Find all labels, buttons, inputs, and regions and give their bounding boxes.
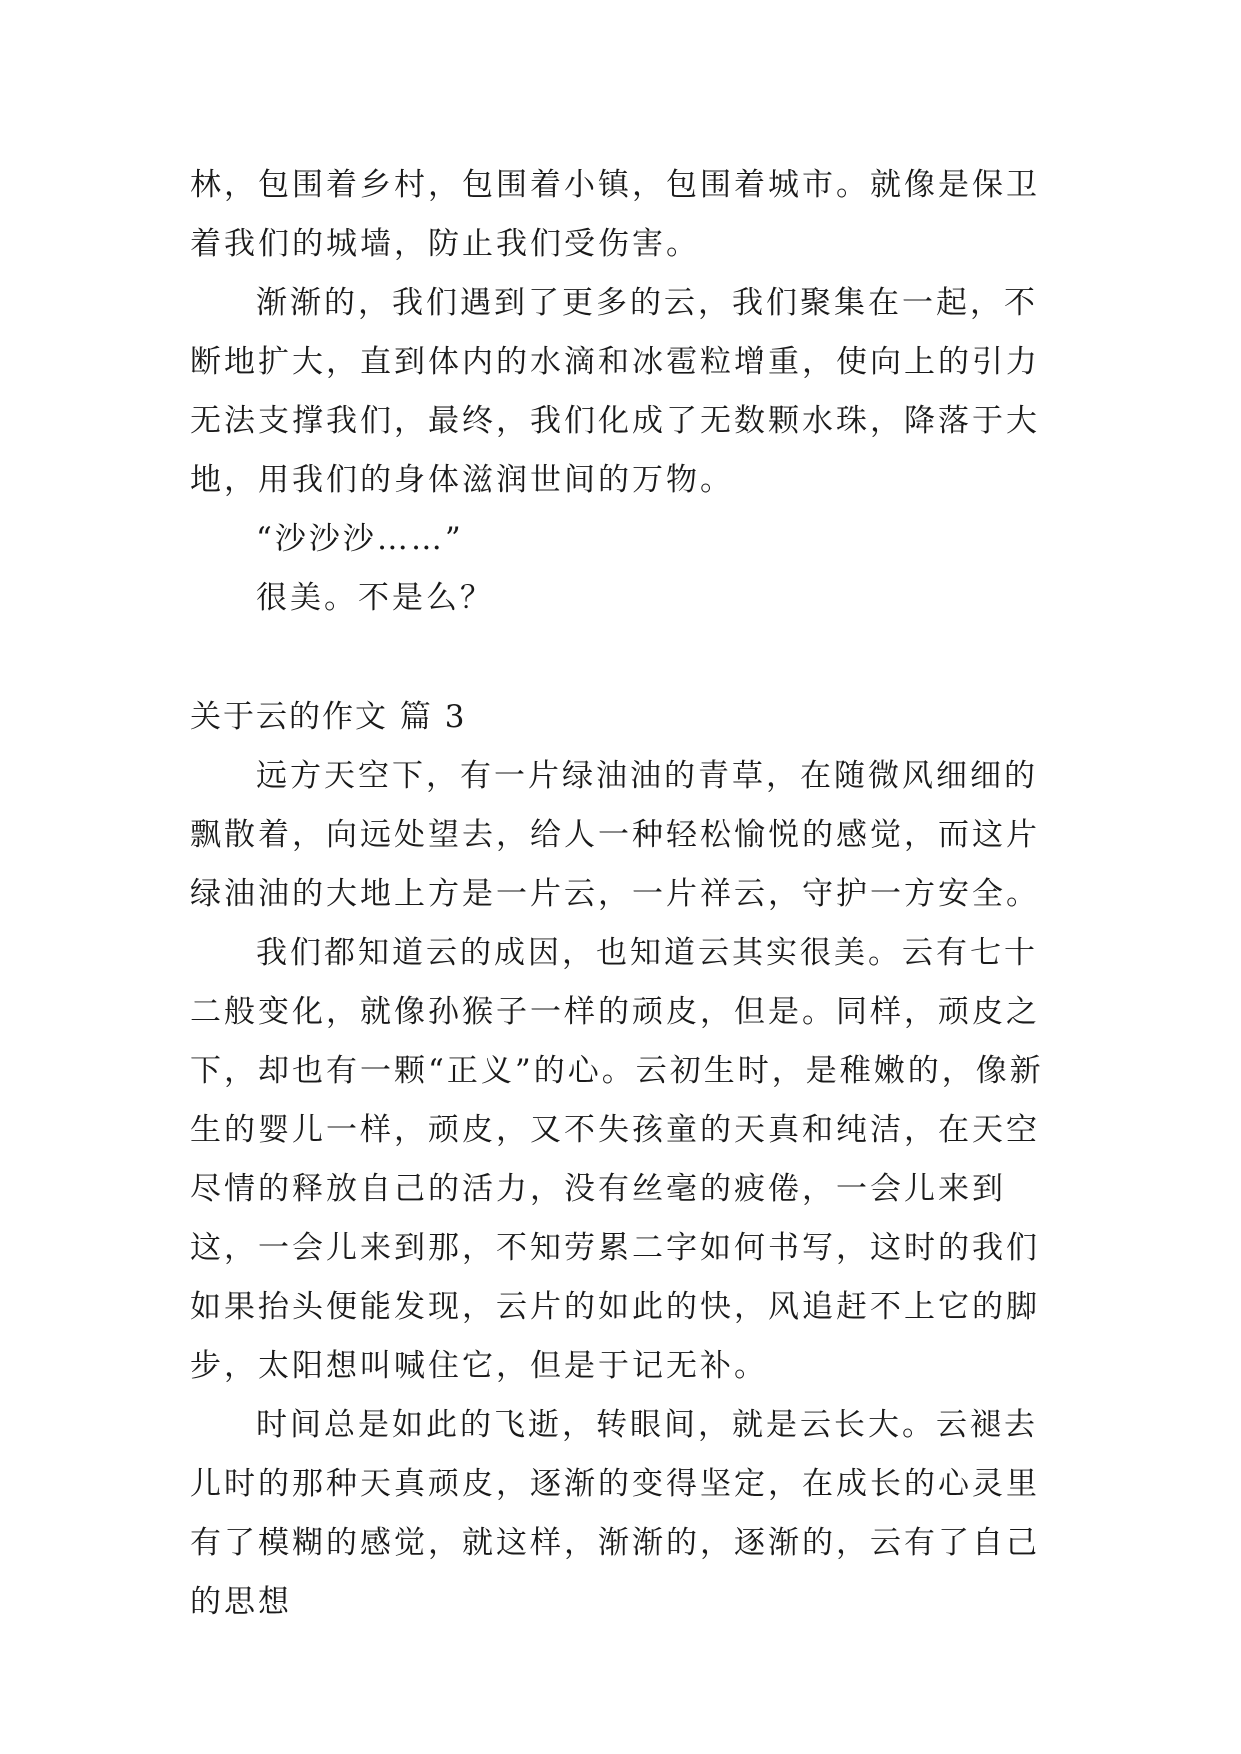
- paragraph-6: 我们都知道云的成因，也知道云其实很美。云有七十二般变化，就像孙猴子一样的顽皮，但是。同样，顽皮之下，却也有一颗“正义”的心。云初生时，是稚嫩的，像新生的婴儿一样，顽皮，又不失孩童的天真和纯洁，在天空尽情的释放自己的活力，没有丝毫的疲倦，一会儿来到这，一会儿来到那，不知劳累二字如何书写，这时的我们如果抬头便能发现，云片的如此的快，风追赶不上它的脚步，太阳想叫喊住它，但是于记无补。: [190, 935, 1044, 1384]
- paragraph-5: 远方天空下，有一片绿油油的青草，在随微风细细的飘散着，向远处望去，给人一种轻松愉悦的感觉，而这片绿油油的大地上方是一片云，一片祥云，守护一方安全。: [190, 758, 1040, 912]
- paragraph-4: 很美。不是么？: [256, 580, 494, 616]
- paragraph-3: “沙沙沙……”: [256, 521, 464, 557]
- document-body: [190, 156, 1050, 1632]
- paragraph-1: 林，包围着乡村，包围着小镇，包围着城市。就像是保卫着我们的城墙，防止我们受伤害。: [190, 167, 1040, 262]
- paragraph-2: 渐渐的，我们遇到了更多的云，我们聚集在一起，不断地扩大，直到体内的水滴和冰雹粒增重，使向上的引力无法支撑我们，最终，我们化成了无数颗水珠，降落于大地，用我们的身体滋润世间的万物。: [190, 285, 1040, 498]
- section-gap: [190, 628, 1050, 688]
- section-heading: 关于云的作文 篇 3: [190, 699, 467, 735]
- paragraph-7: 时间总是如此的飞逝，转眼间，就是云长大。云褪去儿时的那种天真顽皮，逐渐的变得坚定，在成长的心灵里有了模糊的感觉，就这样，渐渐的，逐渐的，云有了自己的思想: [190, 1407, 1040, 1620]
